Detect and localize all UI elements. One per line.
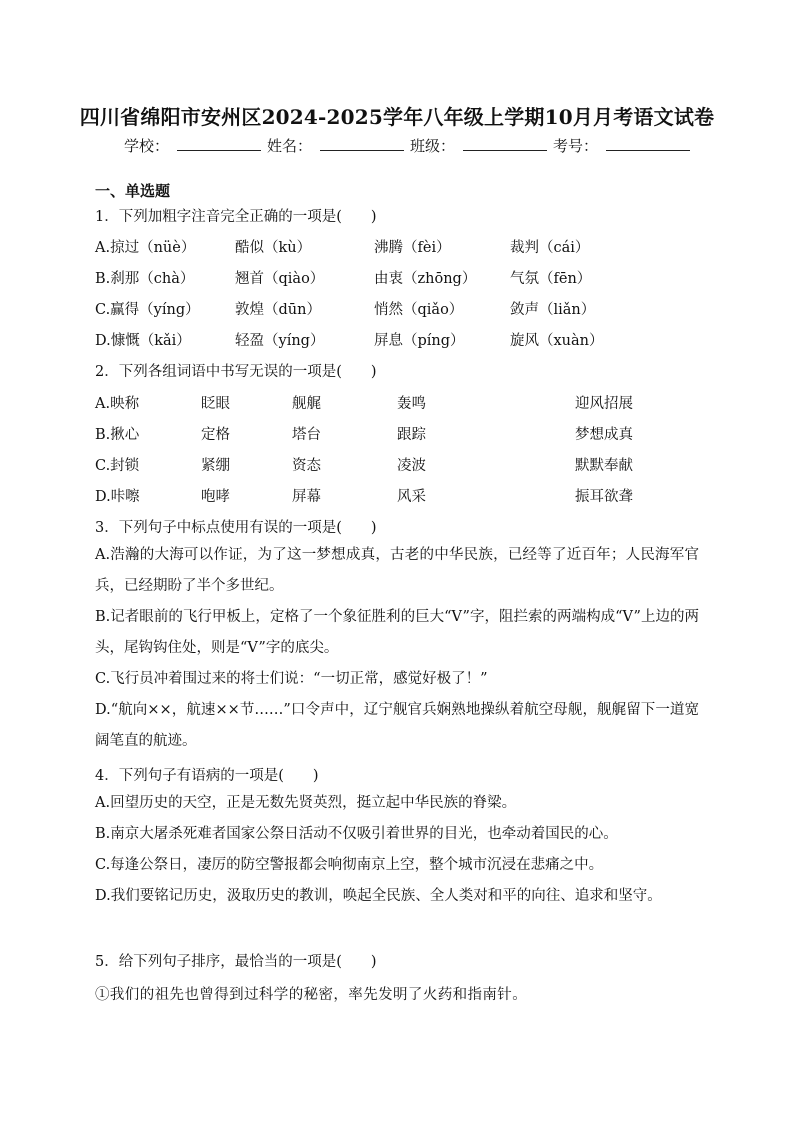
- section-heading: 一、单选题: [95, 182, 171, 200]
- q5-sentence-1: ①我们的祖先也曾得到过科学的秘密，率先发明了火药和指南针。: [95, 987, 528, 1003]
- q2-cell: 舰艉: [292, 396, 321, 412]
- q2-cell: 咆哮: [201, 489, 230, 505]
- q1-cell: 屏息（píng）: [374, 333, 465, 349]
- q1-cell: 翘首（qiào）: [235, 271, 325, 287]
- q1-cell: C.赢得（yíng）: [95, 302, 200, 318]
- q1-cell: 旋风（xuàn）: [510, 333, 604, 349]
- question-4-options: [95, 788, 699, 912]
- q2-cell: 风采: [397, 489, 426, 505]
- q1-cell: D.慷慨（kǎi）: [95, 333, 191, 349]
- question-1-stem: 1．下列加粗字注音完全正确的一项是( ): [95, 209, 377, 225]
- q3-option-a: A.浩瀚的大海可以作证，为了这一梦想成真，古老的中华民族，已经等了近百年；人民海军官兵，已经期盼了半个多世纪。: [95, 547, 699, 594]
- q3-option-b: B.记者眼前的飞行甲板上，定格了一个象征胜利的巨大“V”字，阻拦索的两端构成“V”上边的两头，尾钩钩住处，则是“V”字的底尖。: [95, 609, 699, 656]
- q2-cell: B.揪心: [95, 427, 140, 443]
- class-blank[interactable]: [463, 135, 547, 151]
- class-label: 班级：: [410, 137, 456, 155]
- question-2-stem: 2．下列各组词语中书写无误的一项是( ): [95, 364, 377, 380]
- q1-cell: 沸腾（fèi）: [374, 240, 451, 256]
- q4-option-c: C.每逢公祭日，凄厉的防空警报都会响彻南京上空，整个城市沉浸在悲痛之中。: [95, 857, 604, 873]
- q2-cell: 眨眼: [201, 396, 230, 412]
- q1-cell: B.刹那（chà）: [95, 271, 195, 287]
- q2-cell: 塔台: [292, 427, 321, 443]
- q2-cell: 振耳欲聋: [575, 489, 633, 505]
- q1-cell: 悄然（qiǎo）: [374, 302, 464, 318]
- q4-option-b: B.南京大屠杀死难者国家公祭日活动不仅吸引着世界的目光，也牵动着国民的心。: [95, 826, 618, 842]
- q4-option-a: A.回望历史的天空，正是无数先贤英烈，挺立起中华民族的脊梁。: [95, 795, 517, 811]
- q1-cell: 由衷（zhōng）: [374, 271, 477, 287]
- q2-cell: 屏幕: [292, 489, 321, 505]
- q2-cell: 梦想成真: [575, 427, 633, 443]
- q1-cell: 气氛（fēn）: [510, 271, 592, 287]
- question-4-stem: 4．下列句子有语病的一项是( ): [95, 768, 319, 784]
- exam-no-blank[interactable]: [606, 135, 690, 151]
- name-label: 姓名：: [267, 137, 313, 155]
- question-3-options: [95, 540, 699, 757]
- q2-cell: 资态: [292, 458, 321, 474]
- q1-cell: 轻盈（yíng）: [235, 333, 325, 349]
- q2-cell: 轰鸣: [397, 396, 426, 412]
- q2-cell: 定格: [201, 427, 230, 443]
- q2-cell: 默默奉献: [575, 458, 633, 474]
- q1-cell: 裁判（cái）: [510, 240, 590, 256]
- name-blank[interactable]: [320, 135, 404, 151]
- q2-cell: 迎风招展: [575, 396, 633, 412]
- q1-cell: 敦煌（dūn）: [235, 302, 321, 318]
- q4-option-d: D.我们要铭记历史，汲取历史的教训，唤起全民族、全人类对和平的向往、追求和坚守。: [95, 888, 662, 904]
- question-5-stem: 5．给下列句子排序，最恰当的一项是( ): [95, 954, 377, 970]
- q2-cell: D.咔嚓: [95, 489, 140, 505]
- q1-cell: 敛声（liǎn）: [510, 302, 596, 318]
- question-3-stem: 3．下列句子中标点使用有误的一项是( ): [95, 520, 377, 536]
- q2-cell: 凌波: [397, 458, 426, 474]
- school-blank[interactable]: [177, 135, 261, 151]
- q2-cell: A.映称: [95, 396, 140, 412]
- q2-cell: 紧绷: [201, 458, 230, 474]
- student-info-line: [124, 135, 696, 156]
- q2-cell: C.封锁: [95, 458, 140, 474]
- q1-cell: A.掠过（nüè）: [95, 240, 196, 256]
- exam-no-label: 考号：: [553, 137, 599, 155]
- page-title: 四川省绵阳市安州区2024-2025学年八年级上学期10月月考语文试卷: [79, 105, 715, 129]
- q3-option-d: D.“航向××，航速××节……”口令声中，辽宁舰官兵娴熟地操纵着航空母舰，舰艉留下一道宽阔笔直的航迹。: [95, 702, 699, 749]
- q2-cell: 跟踪: [397, 427, 426, 443]
- q1-cell: 酷似（kù）: [235, 240, 312, 256]
- q3-option-c: C.飞行员冲着围过来的将士们说：“一切正常，感觉好极了！”: [95, 671, 488, 687]
- school-label: 学校：: [124, 137, 170, 155]
